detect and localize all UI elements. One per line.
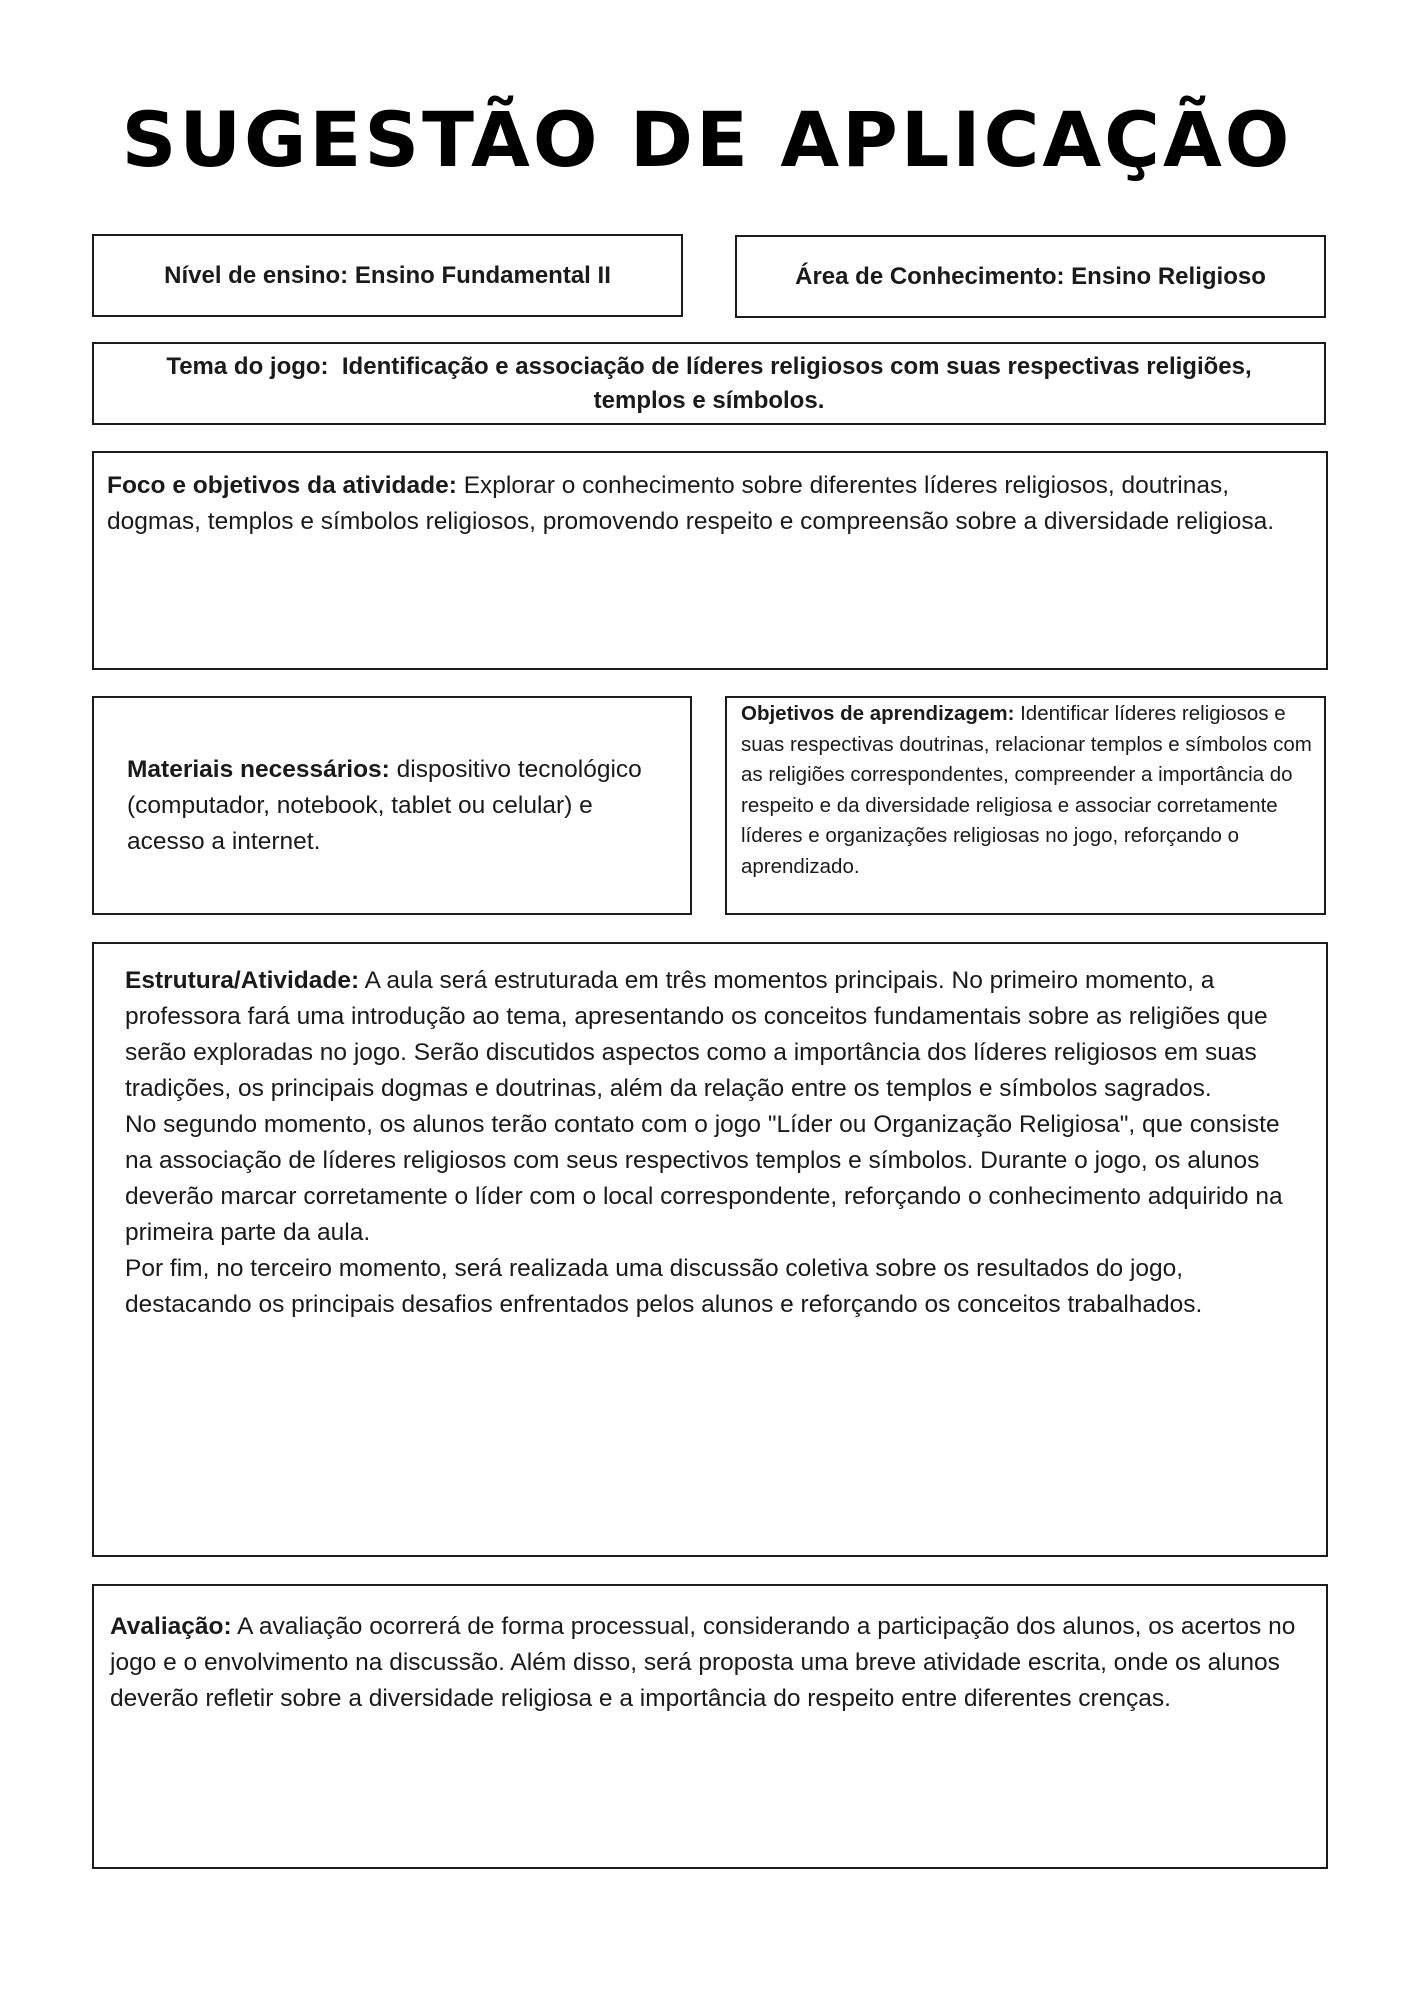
avaliacao-content: [110, 1609, 1308, 1717]
estrutura-text-1: A aula será estruturada em três momentos principais. No primeiro momento, a professora fará uma introdução ao tema, apresentando os conceitos fundamentais sobre as religiões que serão exploradas no jogo. Serão discutidos aspectos como a importância dos líderes religiosos em suas tradições, os principais dogmas e doutrinas, além da relação entre os templos e símbolos sagrados.: [125, 967, 1268, 1102]
materiais-text: dispositivo tecnológico (computador, notebook, tablet ou celular) e acesso a internet.: [127, 755, 642, 855]
estrutura-content: [125, 963, 1286, 1323]
avaliacao-box: [92, 1584, 1328, 1869]
estrutura-text-3: Por fim, no terceiro momento, será realizada uma discussão coletiva sobre os resultados do jogo, destacando os principais desafios enfrentados pelos alunos e reforçando os conceitos trabalhados.: [125, 1255, 1203, 1318]
tema-box: [92, 342, 1326, 425]
nivel-box: [92, 234, 683, 317]
materiais-box: [92, 696, 692, 915]
nivel-text: Nível de ensino: Ensino Fundamental II: [164, 261, 611, 289]
estrutura-label: Estrutura/Atividade:: [125, 967, 360, 994]
area-text: Área de Conhecimento: Ensino Religioso: [795, 262, 1266, 290]
page-title: SUGESTÃO DE APLICAÇÃO: [121, 95, 1293, 184]
foco-content: [107, 468, 1312, 540]
foco-text: Explorar o conhecimento sobre diferentes líderes religiosos, doutrinas, dogmas, templos e símbolos religiosos, promovendo respeito e compreensão sobre a diversidade religiosa.: [107, 472, 1275, 535]
materiais-content: [127, 752, 660, 860]
objetivos-text: Identificar líderes religiosos e suas respectivas doutrinas, relacionar templos e símbolos com as religiões correspondentes, compreender a importância do respeito e da diversidade religiosa e associar corretamente líderes e organizações religiosas no jogo, reforçando o aprendizado.: [741, 702, 1312, 878]
objetivos-box: [725, 696, 1326, 915]
foco-box: [92, 451, 1328, 670]
estrutura-box: [92, 942, 1328, 1557]
objetivos-label: Objetivos de aprendizagem:: [741, 702, 1015, 725]
tema-text: Identificação e associação de líderes religiosos com suas respectivas religiões, templos e símbolos.: [341, 352, 1252, 414]
tema-content: [94, 350, 1324, 418]
foco-label: Foco e objetivos da atividade:: [107, 472, 457, 499]
avaliacao-label: Avaliação:: [110, 1613, 232, 1640]
materiais-label: Materiais necessários:: [127, 755, 390, 783]
area-box: [735, 235, 1326, 318]
avaliacao-text: A avaliação ocorrerá de forma processual, considerando a participação dos alunos, os acertos no jogo e o envolvimento na discussão. Além disso, será proposta uma breve atividade escrita, onde os alunos deverão refletir sobre a diversidade religiosa e a importância do respeito entre diferentes crenças.: [110, 1613, 1296, 1712]
tema-label: Tema do jogo:: [166, 352, 329, 380]
objetivos-content: [741, 699, 1316, 882]
estrutura-text-2: No segundo momento, os alunos terão contato com o jogo "Líder ou Organização Religiosa", que consiste na associação de líderes religiosos com seus respectivos templos e símbolos. Durante o jogo, os alunos deverão marcar corretamente o líder com o local correspondente, reforçando o conhecimento adquirido na primeira parte da aula.: [125, 1111, 1283, 1246]
